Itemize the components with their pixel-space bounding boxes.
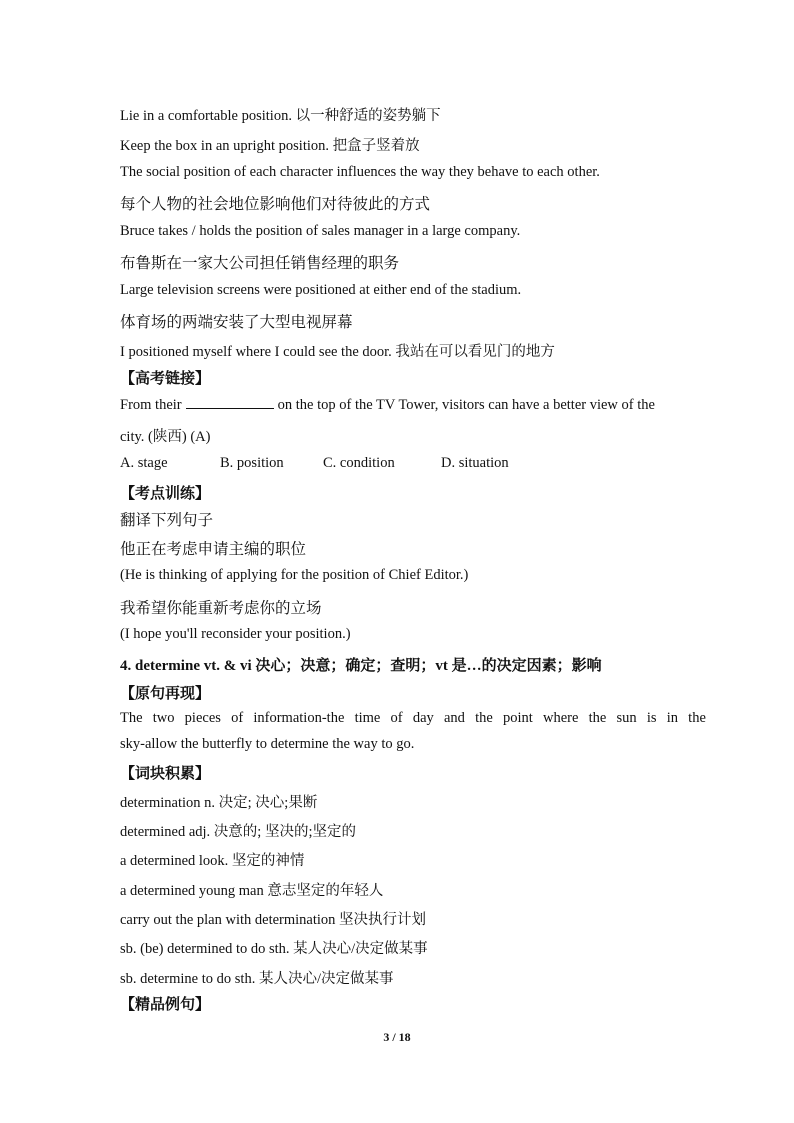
original-word: where [542,710,579,726]
answer-blank [186,407,274,409]
gaokao-question [120,397,655,414]
page-number: 3 / 18 [383,1030,411,1044]
original-word: day [412,710,434,726]
training-sentence-1-en: (He is thinking of applying for the position of Chief Editor.) [120,567,469,583]
example-line-1: Lie in a comfortable position. 以一种舒适的姿势躺下 [120,108,441,124]
gaokao-question-line-2: city. (陕西) (A) [120,429,211,445]
question-text-before: From their [120,397,182,413]
option-b: B. position [220,455,284,471]
gaokao-options [120,455,509,472]
original-word: pieces [184,710,221,726]
original-sentence-header: 【原句再现】 [120,684,211,702]
original-word: the [588,710,607,726]
original-word: the [688,710,706,726]
chunk-item: sb. (be) determined to do sth. 某人决心/决定做某事 [120,941,428,957]
example-line-5: Bruce takes / holds the position of sales manager in a large company. [120,223,521,239]
original-word: and [443,710,465,726]
chunk-item: sb. determine to do sth. 某人决心/决定做某事 [120,971,394,987]
original-sentence-line-1 [120,710,706,727]
question-text-after: on the top of the TV Tower, visitors can have a better view of the [277,397,655,413]
original-word: in [666,710,678,726]
chunk-item: determined adj. 决意的; 坚决的;坚定的 [120,824,356,840]
example-line-4-zh: 每个人物的社会地位影响他们对待彼此的方式 [120,195,431,213]
original-word: the [475,710,493,726]
example-line-2: Keep the box in an upright position. 把盒子竖着放 [120,138,420,154]
original-word: The [120,710,143,726]
example-line-3: The social position of each character influences the way they behave to each other. [120,164,600,180]
training-sentence-1-zh: 他正在考虑申请主编的职位 [120,540,307,558]
chunk-item: a determined look. 坚定的神情 [120,853,305,869]
examples-header: 【精品例句】 [120,995,211,1013]
original-word: point [502,710,533,726]
option-a: A. stage [120,455,168,471]
example-line-6-zh: 布鲁斯在一家大公司担任销售经理的职务 [120,254,400,272]
original-word: is [646,710,657,726]
chunk-item: carry out the plan with determination 坚决执行计划 [120,912,427,928]
example-line-8-zh: 体育场的两端安装了大型电视屏幕 [120,313,353,331]
training-sentence-2-zh: 我希望你能重新考虑你的立场 [120,599,322,617]
word-chunks-header: 【词块积累】 [120,764,211,782]
original-sentence-line-2: sky-allow the butterfly to determine the way to go. [120,736,415,752]
original-word: information-the [253,710,345,726]
original-word: of [390,710,403,726]
training-sentence-2-en: (I hope you'll reconsider your position.) [120,626,351,642]
entry-4-title: 4. determine vt. & vi 决心；决意；确定；查明；vt 是…的决定因素；影响 [120,658,602,674]
original-word: sun [616,710,637,726]
training-header: 【考点训练】 [120,484,211,502]
original-word: of [231,710,244,726]
original-word: time [354,710,381,726]
chunk-item: determination n. 决定; 决心;果断 [120,795,318,811]
example-line-9: I positioned myself where I could see the door. 我站在可以看见门的地方 [120,344,555,360]
example-line-7: Large television screens were positioned at either end of the stadium. [120,282,522,298]
gaokao-header: 【高考链接】 [120,369,211,387]
option-c: C. condition [323,455,395,471]
option-d: D. situation [441,455,509,471]
original-word: two [152,710,175,726]
chunk-item: a determined young man 意志坚定的年轻人 [120,883,384,899]
training-instruction: 翻译下列句子 [120,511,214,529]
